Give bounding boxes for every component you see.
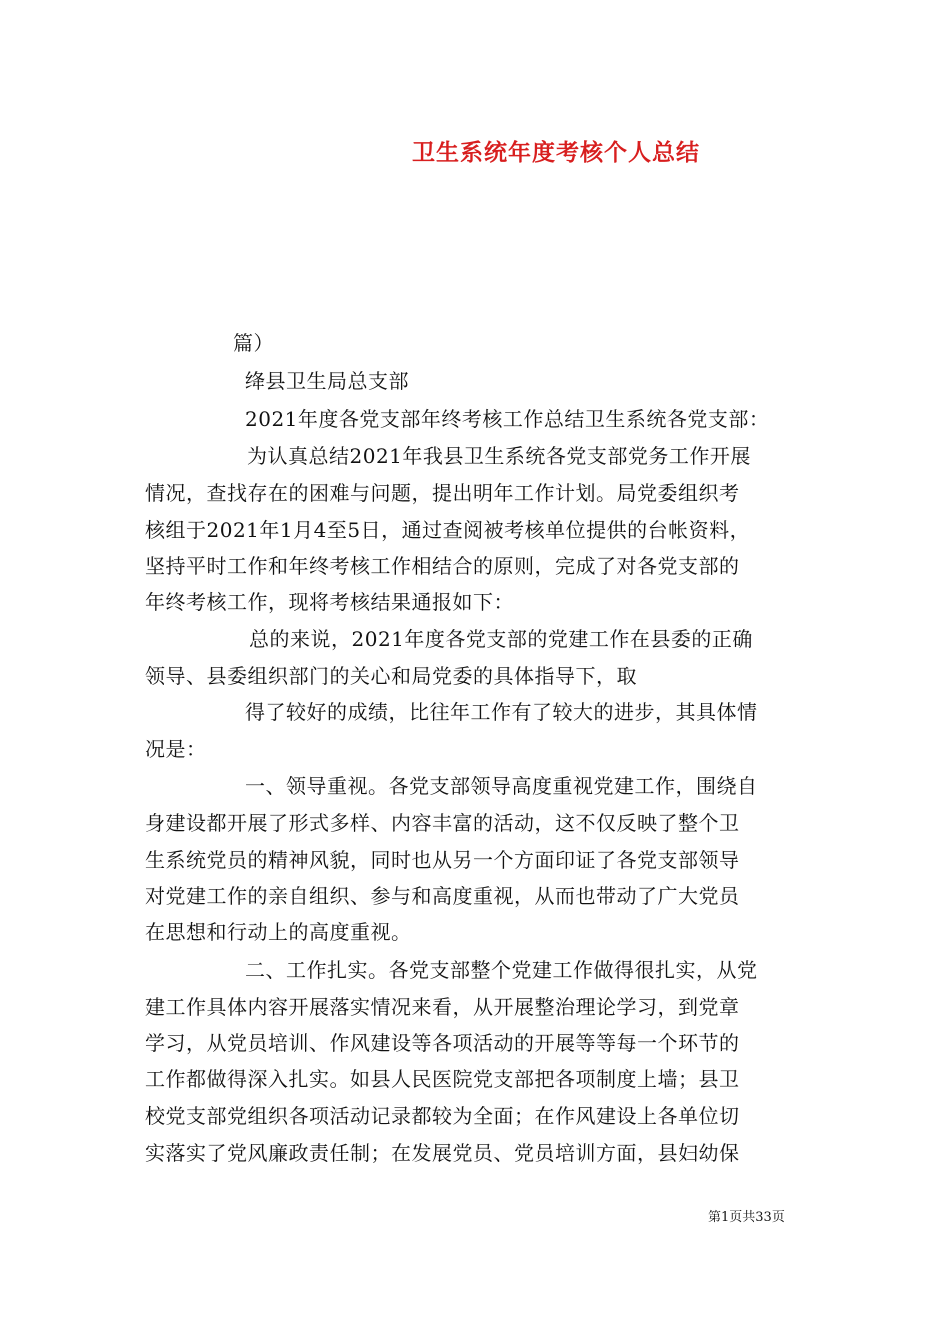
paragraph-line: 生系统党员的精神风貌，同时也从另一个方面印证了各党支部领导 <box>145 848 740 872</box>
paragraph-line: 校党支部党组织各项活动记录都较为全面；在作风建设上各单位切 <box>145 1104 740 1128</box>
paragraph-line: 篇） <box>233 331 274 355</box>
paragraph-line: 建工作具体内容开展落实情况来看，从开展整治理论学习，到党章 <box>145 995 740 1019</box>
paragraph-line: 坚持平时工作和年终考核工作相结合的原则，完成了对各党支部的 <box>145 554 740 578</box>
paragraph-line: 实落实了党风廉政责任制；在发展党员、党员培训方面，县妇幼保 <box>145 1141 740 1165</box>
paragraph-line: 一、领导重视。各党支部领导高度重视党建工作，围绕自 <box>245 774 758 798</box>
paragraph-line: 领导、县委组织部门的关心和局党委的具体指导下，取 <box>145 664 637 688</box>
paragraph-line: 为认真总结2021年我县卫生系统各党支部党务工作开展 <box>247 444 751 468</box>
paragraph-line: 得了较好的成绩，比往年工作有了较大的进步，其具体情 <box>245 700 758 724</box>
paragraph-line: 二、工作扎实。各党支部整个党建工作做得很扎实，从党 <box>245 958 758 982</box>
paragraph-line: 在思想和行动上的高度重视。 <box>145 920 412 944</box>
paragraph-line: 况是： <box>145 737 207 761</box>
page-number: 第1页共33页 <box>708 1210 785 1225</box>
paragraph-line: 情况，查找存在的困难与问题，提出明年工作计划。局党委组织考 <box>145 481 740 505</box>
paragraph-line: 学习，从党员培训、作风建设等各项活动的开展等等每一个环节的 <box>145 1031 740 1055</box>
paragraph-line: 总的来说，2021年度各党支部的党建工作在县委的正确 <box>249 627 753 651</box>
paragraph-line: 2021年度各党支部年终考核工作总结卫生系统各党支部： <box>245 407 770 431</box>
paragraph-line: 核组于2021年1月4至5日，通过查阅被考核单位提供的台帐资料， <box>145 518 751 542</box>
paragraph-line: 工作都做得深入扎实。如县人民医院党支部把各项制度上墙；县卫 <box>145 1067 740 1091</box>
paragraph-line: 年终考核工作，现将考核结果通报如下： <box>145 590 514 614</box>
paragraph-line: 身建设都开展了形式多样、内容丰富的活动，这不仅反映了整个卫 <box>145 811 740 835</box>
paragraph-line: 绛县卫生局总支部 <box>245 369 409 393</box>
document-title: 卫生系统年度考核个人总结 <box>412 139 700 166</box>
paragraph-line: 对党建工作的亲自组织、参与和高度重视，从而也带动了广大党员 <box>145 884 740 908</box>
